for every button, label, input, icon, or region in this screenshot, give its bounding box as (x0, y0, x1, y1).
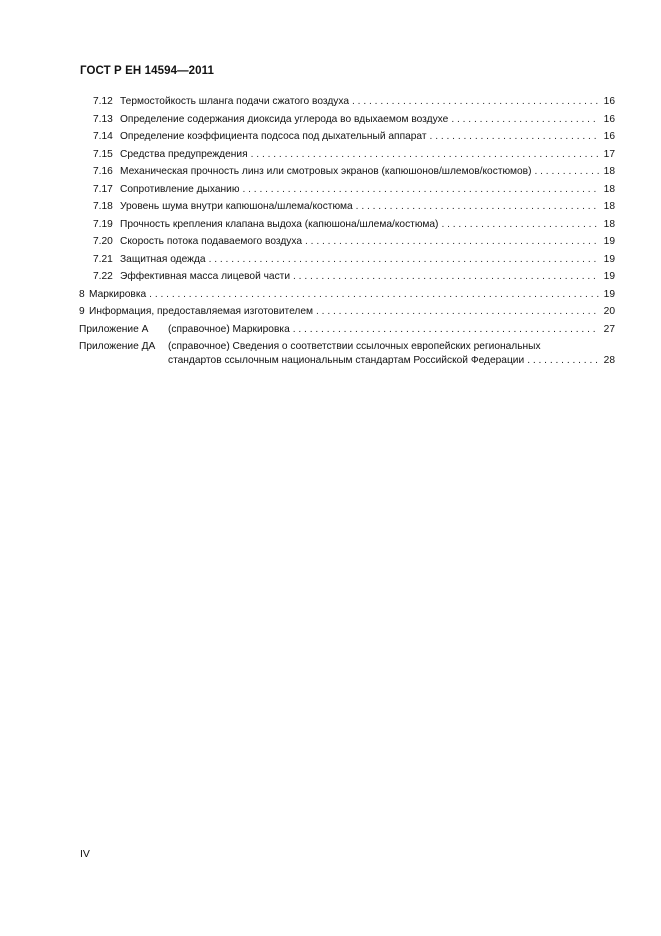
toc-entry-7-17 (79, 183, 615, 201)
toc-entry-page: 20 (603, 306, 615, 317)
toc-entry-number: 7.12 (93, 96, 113, 107)
toc-entry-7-18 (79, 200, 615, 218)
toc-entry-8 (79, 288, 615, 306)
toc-entry-page: 19 (603, 253, 615, 265)
toc-entry-page: 19 (603, 288, 615, 300)
toc-entry-number: 7.16 (93, 166, 113, 177)
toc-entry-title: Определение содержания диоксида углерода во вдыхаемом воздухе (120, 113, 449, 125)
toc-entry-7-21 (79, 253, 615, 271)
toc-entry-number: 7.17 (93, 183, 113, 195)
toc-leader-dots (524, 354, 599, 368)
toc-entry-number: 8 (79, 288, 85, 300)
toc-entry-title: Скорость потока подаваемого воздуха (120, 236, 303, 247)
toc-entry-number: 9 (79, 306, 85, 317)
toc-entry-page: 18 (603, 218, 615, 230)
toc-entry-title: Прочность крепления клапана выдоха (капюшона/шлема/костюма) (120, 218, 439, 230)
toc-entry-number: 7.14 (93, 131, 113, 142)
toc-appendix-da (79, 340, 615, 368)
toc-leader-dots (239, 183, 599, 197)
toc-appendix-a (79, 323, 615, 341)
toc-entry-page: 16 (603, 131, 615, 142)
toc-entry-page: 27 (603, 323, 615, 335)
toc-leader-dots (353, 200, 599, 214)
toc-leader-dots (302, 235, 599, 249)
toc-entry-page: 18 (603, 166, 615, 177)
appendix-title-line1: (справочное) Сведения о соответствии ссылочных европейских региональных (168, 341, 541, 352)
toc-entry-page: 19 (603, 271, 615, 282)
toc-entry-title: Сопротивление дыханию (120, 183, 240, 195)
toc-entry-7-20 (79, 235, 615, 253)
appendix-label: Приложение ДА (79, 341, 156, 352)
toc-entry-number: 7.15 (93, 148, 113, 160)
toc-leader-dots (248, 148, 599, 162)
toc-entry-7-12 (79, 95, 615, 113)
toc-entry-number: 7.22 (93, 271, 113, 282)
toc-entry-page: 18 (603, 183, 615, 195)
toc-leader-dots (531, 165, 599, 179)
toc-leader-dots (206, 253, 599, 267)
toc-entry-7-16 (79, 165, 615, 183)
toc-entry-number: 7.20 (93, 236, 113, 247)
toc-entry-page: 18 (603, 201, 615, 212)
appendix-title: (справочное) Маркировка (168, 323, 290, 335)
toc-entry-number: 7.13 (93, 113, 113, 125)
toc-leader-dots (313, 305, 599, 319)
toc-entry-number: 7.21 (93, 253, 113, 265)
toc-entry-7-22 (79, 270, 615, 288)
toc-entry-number: 7.18 (93, 201, 113, 212)
toc-entry-page: 16 (603, 113, 615, 125)
document-header-title: ГОСТ Р ЕН 14594—2011 (80, 65, 215, 77)
toc-leader-dots (438, 218, 599, 232)
toc-entry-title: Уровень шума внутри капюшона/шлема/костюма (120, 201, 353, 212)
toc-entry-title: Термостойкость шланга подачи сжатого воздуха (120, 96, 350, 107)
toc-entry-7-15 (79, 148, 615, 166)
appendix-title-line2: стандартов ссылочным национальным стандартам Российской Федерации (168, 355, 525, 366)
toc-entry-page: 16 (603, 96, 615, 107)
toc-entry-7-13 (79, 113, 615, 131)
appendix-label: Приложение А (79, 323, 149, 335)
toc-entry-title: Эффективная масса лицевой части (120, 271, 291, 282)
toc-entry-title: Механическая прочность линз или смотровых экранов (капюшонов/шлемов/костюмов) (120, 166, 532, 177)
toc-entry-title: Маркировка (89, 288, 147, 300)
toc-entry-number: 7.19 (93, 218, 113, 230)
toc-leader-dots (349, 95, 599, 109)
toc-entry-9 (79, 305, 615, 323)
toc-entry-page: 19 (603, 236, 615, 247)
footer-page-number: IV (80, 848, 90, 860)
toc-leader-dots (146, 288, 599, 302)
toc-leader-dots (290, 270, 599, 284)
toc-entry-7-14 (79, 130, 615, 148)
toc-entry-title: Средства предупреждения (120, 148, 248, 160)
table-of-contents (79, 95, 615, 368)
toc-entry-title: Определение коэффициента подсоса под дыхательный аппарат (120, 131, 427, 142)
toc-entry-page: 28 (603, 355, 615, 366)
toc-entry-title: Информация, предоставляемая изготовителем (89, 306, 314, 317)
toc-leader-dots (290, 323, 599, 337)
toc-leader-dots (427, 130, 599, 144)
toc-entry-7-19 (79, 218, 615, 236)
toc-leader-dots (448, 113, 599, 127)
toc-entry-page: 17 (603, 148, 615, 160)
toc-entry-title: Защитная одежда (120, 253, 206, 265)
